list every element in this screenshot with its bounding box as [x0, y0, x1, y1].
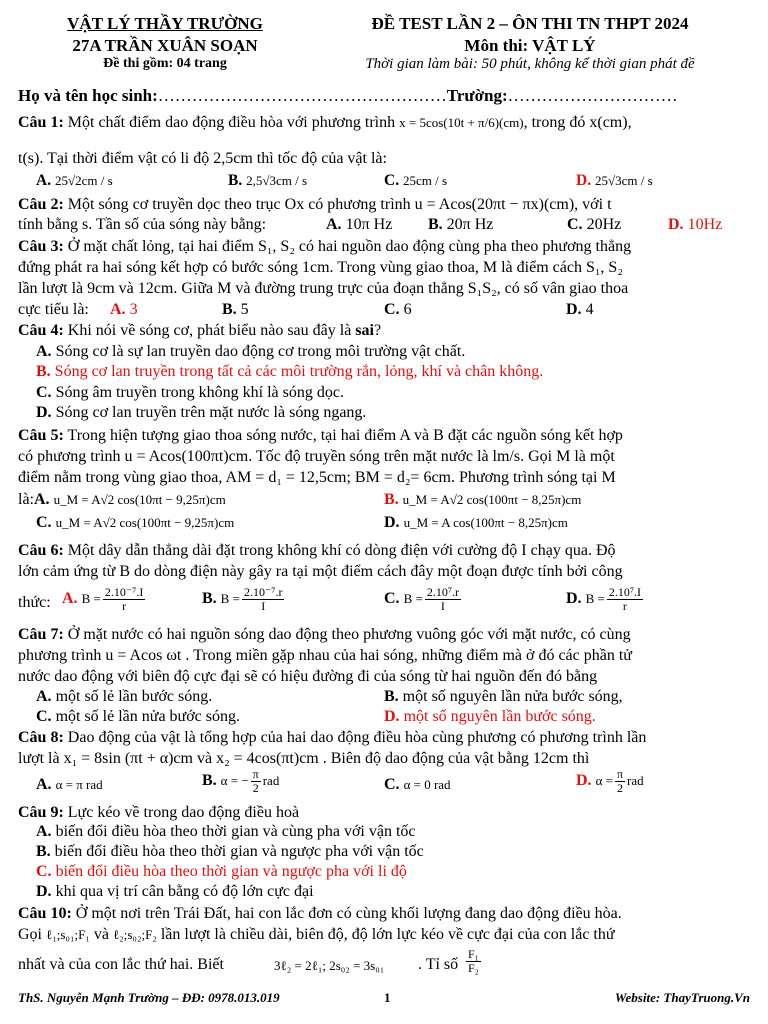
q8-option-a[interactable]: A. α = π rad: [36, 776, 103, 793]
q1-option-c[interactable]: C. 25cm / s: [384, 172, 448, 189]
q3-option-d[interactable]: D. 4: [566, 301, 594, 318]
q6-option-a[interactable]: A. B = $\frac{\text{2.10⁻⁷.I}}{r}$: [62, 585, 144, 613]
q5-option-a[interactable]: A. u_M = A√2 cos(10πt − 9,25π)cm: [34, 491, 226, 508]
q10-line3: nhất và của con lắc thứ hai. Biết 3ℓ₂ = 2ℓ₁; 2s₀₂ = 3s₀₁ . Tỉ số $\frac{\text{F₁}}{\text{F₂}}$: [18, 947, 479, 975]
q8-option-d[interactable]: D. α = $\frac{\pi}{2}$ rad: [576, 767, 644, 795]
q2-line2: tính bằng s. Tần số của sóng này bằng: A. 10π Hz B. 20π Hz C. 20Hz D. 10Hz: [18, 216, 723, 233]
q1-formula: x = 5cos(10t + π/6)(cm): [399, 115, 524, 130]
q7-line2: phương trình u = Acos ωt . Trong miền gặp nhau của hai sóng, những điểm mà ở đó các phần tử: [18, 647, 632, 664]
pages-note: Đề thi gồm: 04 trang: [103, 56, 227, 71]
q3-option-c[interactable]: C. 6: [384, 301, 412, 318]
q4-option-a[interactable]: A. Sóng cơ là sự lan truyền dao động cơ trong môi trường vật chất.: [36, 343, 466, 360]
q6-option-d[interactable]: D. B = $\frac{\text{2.10⁷.I}}{r}$: [566, 585, 642, 613]
school-name: VẬT LÝ THẦY TRƯỜNG: [67, 14, 263, 33]
q1-option-b[interactable]: B. 2,5√3cm / s: [228, 172, 308, 189]
exam-title: ĐỀ TEST LẦN 2 – ÔN THI TN THPT 2024: [371, 14, 689, 33]
q8-options: [18, 768, 750, 802]
q1-options: [18, 172, 750, 194]
q9-option-d[interactable]: D. khi qua vị trí cân bằng có độ lớn cực đại: [36, 883, 314, 900]
q1-label: Câu 1:: [18, 114, 64, 131]
q5-line4: là:A. u_M = A√2 cos(10πt − 9,25π)cm B. u_M = A√2 cos(100πt − 8,25π)cm: [18, 491, 582, 508]
q8-option-b[interactable]: B. α = − $\frac{\pi}{2}$ rad: [202, 767, 280, 795]
question-9: Câu 9: Lực kéo về trong dao động điều hoà: [18, 804, 300, 821]
question-2: [18, 194, 750, 215]
q2-option-d[interactable]: D. 10Hz: [668, 216, 723, 233]
q9-option-b[interactable]: B. biến đổi điều hòa theo thời gian và ngược pha với vận tốc: [36, 843, 424, 860]
footer-author: ThS. Nguyễn Mạnh Trường – ĐĐ: 0978.013.019: [18, 990, 280, 1005]
q7-option-c[interactable]: C. một số lẻ lần nửa bước sóng.: [36, 708, 241, 725]
school-address: 27A TRẦN XUÂN SOẠN: [72, 36, 258, 55]
q5-line2: có phương trình u = Acos(100πt)cm. Tốc độ truyền sóng trên mặt nước là lm/s. Gọi M là một: [18, 448, 615, 465]
q5-option-c[interactable]: C. u_M = A√2 cos(100πt − 9,25π)cm: [36, 514, 235, 531]
q3-line4: cực tiểu là: A. 3 B. 5 C. 6 D. 4: [18, 301, 594, 318]
student-school-label: Trường:: [446, 86, 508, 105]
student-info-line: [18, 86, 678, 106]
q4-option-d[interactable]: D. Sóng cơ lan truyền trên mặt nước là sóng ngang.: [36, 404, 367, 421]
q2-option-a[interactable]: A. 10π Hz: [326, 216, 393, 233]
q1-text: Một chất điểm dao động điều hòa với phương trình: [67, 114, 396, 131]
student-name-label: Họ và tên học sinh:: [18, 86, 158, 105]
q1-option-a[interactable]: A. 25√2cm / s: [36, 172, 113, 189]
q7-option-b[interactable]: B. một số nguyên lần nửa bước sóng,: [384, 688, 623, 705]
q3-line3: lần lượt là 9cm và 12cm. Giữa M và đường trung trực của đoạn thẳng S₁S₂, có số vân giao thoa: [18, 280, 629, 297]
q1-option-d[interactable]: D. 25√3cm / s: [576, 172, 653, 189]
student-name-dots: ……………………………………………: [157, 86, 447, 105]
question-4: Câu 4: Khi nói về sóng cơ, phát biểu nào sau đây là sai?: [18, 322, 382, 339]
q5-line3: điểm nằm trong vùng giao thoa, AM = d₁ = 12,5cm; BM = d₂= 6cm. Phương trình sóng tại M: [18, 469, 616, 486]
q5-option-b[interactable]: B. u_M = A√2 cos(100πt − 8,25π)cm: [384, 491, 582, 508]
exam-time-note: Thời gian làm bài: 50 phút, không kể thời gian phát đề: [365, 56, 695, 72]
exam-subject: Môn thi: VẬT LÝ: [464, 36, 596, 55]
q6-option-b[interactable]: B. B = $\frac{\text{2.10⁻⁷.r}}{I}$: [202, 585, 283, 613]
q9-option-a[interactable]: A. biến đổi điều hòa theo thời gian và cùng pha với vận tốc: [36, 823, 416, 840]
question-3: Câu 3: Ở mặt chất lỏng, tại hai điểm S₁, S₂ có hai nguồn dao động cùng pha theo phương thẳng: [18, 238, 632, 255]
question-10: Câu 10: Ở một nơi trên Trái Đất, hai con lắc đơn có cùng khối lượng đang dao động điều hòa.: [18, 905, 622, 922]
q6-line3: thức: A. B = $\frac{\text{2.10⁻⁷.I}}{r}$ B. B = $\frac{\text{2.10⁻⁷.r}}{I}$ C. B = $\frac{\text{2.10⁷.r}}{I}$ D. B = $\frac{\text{2.10⁷.I}}{r}$: [18, 586, 750, 622]
student-school-dots: …………………………: [507, 86, 678, 105]
q8-line2: lượt là x₁ = 8sin (πt + α)cm và x₂ = 4cos(πt)cm . Biên độ dao động của vật bằng 12cm thì: [18, 750, 590, 767]
q2-option-c[interactable]: C. 20Hz: [567, 216, 622, 233]
q1-text-b: , trong đó x(cm),: [523, 114, 632, 131]
q10-line2: Gọi ℓ₁;s₀₁;F₁ và ℓ₂;s₀₂;F₂ lần lượt là chiều dài, biên độ, độ lớn lực kéo về cực đại của con lắc thứ: [18, 926, 615, 943]
question-6: Câu 6: Một dây dẫn thẳng dài đặt trong không khí có dòng điện với cường độ I chạy qua. Độ: [18, 542, 616, 559]
q2-option-b[interactable]: B. 20π Hz: [428, 216, 494, 233]
q7-option-d[interactable]: D. một số nguyên lần bước sóng.: [384, 708, 596, 725]
q2-label: Câu 2:: [18, 196, 64, 213]
q3-option-a[interactable]: A. 3: [110, 301, 138, 318]
question-7: Câu 7: Ở mặt nước có hai nguồn sóng dao động theo phương vuông góc với mặt nước, có cùng: [18, 626, 631, 643]
q5-option-d[interactable]: D. u_M = A cos(100πt − 8,25π)cm: [384, 514, 568, 531]
page-number: 1: [384, 990, 391, 1005]
q8-option-c[interactable]: C. α = 0 rad: [384, 776, 451, 793]
question-8: Câu 8: Dao động của vật là tổng hợp của hai dao động điều hòa cùng phương có phương trình lần: [18, 729, 647, 746]
q6-line2: lớn cảm ứng từ B do dòng điện này gây ra tại một điểm cách đây một đoạn được tính bởi công: [18, 563, 623, 580]
q4-option-b[interactable]: B. Sóng cơ lan truyền trong tất cả các môi trường rắn, lỏng, khí và chân không.: [36, 363, 544, 380]
q7-line3: nước dao động với biên độ cực đại sẽ có hiệu đường đi của sóng từ hai nguồn đến đó bằng: [18, 668, 598, 685]
q3-line2: đứng phát ra hai sóng kết hợp có bước sóng 1cm. Trong vùng giao thoa, M là điểm cách S₁, S₂: [18, 259, 623, 276]
q4-option-c[interactable]: C. Sóng âm truyền trong không khí là sóng dọc.: [36, 384, 344, 401]
q7-option-a[interactable]: A. một số lẻ lần bước sóng.: [36, 688, 213, 705]
question-5: Câu 5: Trong hiện tượng giao thoa sóng nước, tại hai điểm A và B đặt các nguồn sóng kết hợp: [18, 427, 623, 444]
q1-line2: t(s). Tại thời điểm vật có li độ 2,5cm thì tốc độ của vật là:: [18, 150, 387, 167]
q6-option-c[interactable]: C. B = $\frac{\text{2.10⁷.r}}{I}$: [384, 585, 460, 613]
footer-website: Website: ThayTruong.Vn: [614, 990, 750, 1005]
q2-text: Một sóng cơ truyền dọc theo trục Ox có phương trình u = Acos(20πt − πx)(cm), với t: [67, 196, 612, 213]
q9-option-c[interactable]: C. biến đổi điều hòa theo thời gian và ngược pha với li độ: [36, 863, 407, 880]
q3-option-b[interactable]: B. 5: [222, 301, 249, 318]
question-1: [18, 112, 750, 133]
